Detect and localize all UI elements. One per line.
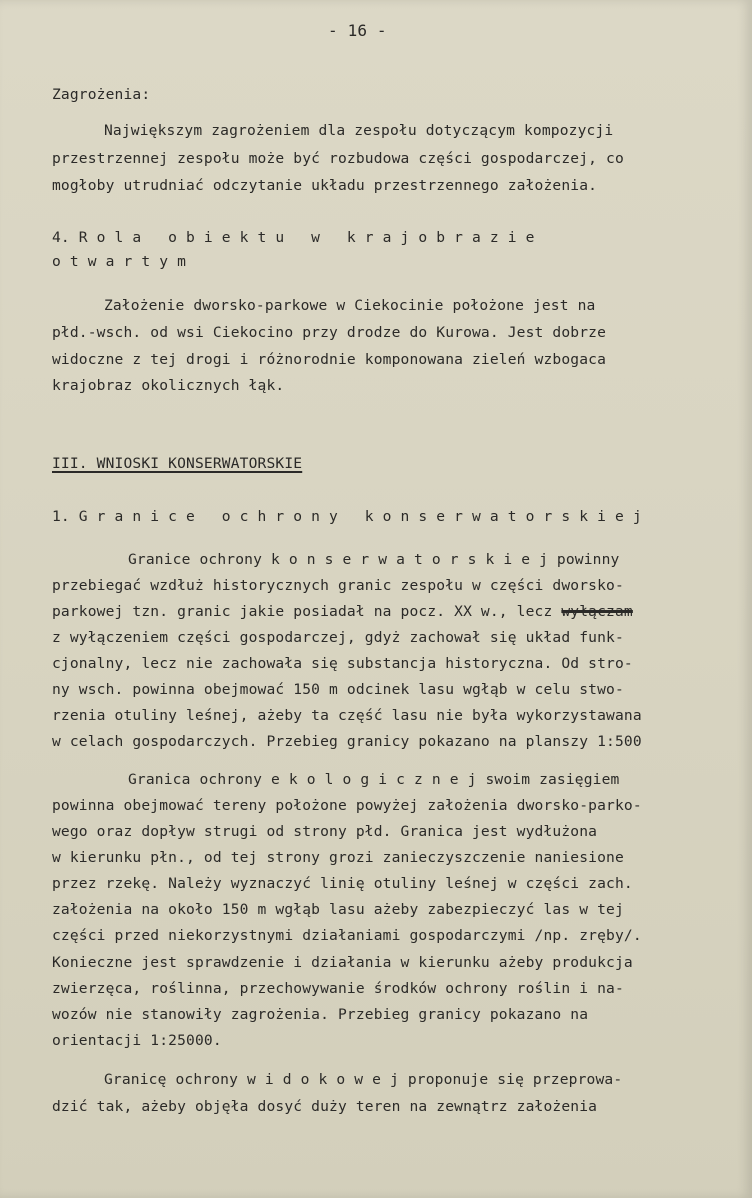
text-line: powinna obejmować tereny położone powyżej założenia dworsko-parko- <box>52 797 642 814</box>
text-line-part: parkowej tzn. granic jakie posiadał na pocz. XX w., lecz <box>52 603 553 620</box>
text-line: w celach gospodarczych. Przebieg granicy pokazano na planszy 1:500 <box>52 733 642 750</box>
section-heading-rola-cont: o t w a r t y m <box>52 253 187 270</box>
text-line <box>52 603 633 621</box>
chapter-heading-wnioski: III. WNIOSKI KONSERWATORSKIE <box>52 455 303 472</box>
text-line: przebiegać wzdłuż historycznych granic zespołu w części dworsko- <box>52 577 624 594</box>
text-line: dzić tak, ażeby objęła dosyć duży teren na zewnątrz założenia <box>52 1098 598 1115</box>
text-line: w kierunku płn., od tej strony grozi zanieczyszczenie naniesione <box>52 849 624 866</box>
text-line: Granice ochrony k o n s e r w a t o r s k i e j powinny <box>128 551 620 568</box>
text-line: orientacji 1:25000. <box>52 1032 222 1049</box>
text-line: wego oraz dopływ strugi od strony płd. Granica jest wydłużona <box>52 823 598 840</box>
text-line: Granica ochrony e k o l o g i c z n e j swoim zasięgiem <box>128 771 620 788</box>
text-line: mogłoby utrudniać odczytanie układu przestrzennego założenia. <box>52 177 598 194</box>
text-line: cjonalny, lecz nie zachowała się substancja historyczna. Od stro- <box>52 655 633 672</box>
struck-word: wyłączam <box>561 603 633 620</box>
text-line: wozów nie stanowiły zagrożenia. Przebieg granicy pokazano na <box>52 1006 589 1023</box>
text-line: ny wsch. powinna obejmować 150 m odcinek lasu wgłąb w celu stwo- <box>52 681 624 698</box>
text-line: przez rzekę. Należy wyznaczyć linię otuliny leśnej w części zach. <box>52 875 633 892</box>
section-heading-rola: 4. R o l a o b i e k t u w k r a j o b r a z i e <box>52 229 535 246</box>
section-label-zagrozenia: Zagrożenia: <box>52 86 151 103</box>
text-line: Założenie dworsko-parkowe w Ciekocinie położone jest na <box>104 297 596 314</box>
text-line: Granicę ochrony w i d o k o w e j proponuje się przeprowa- <box>104 1071 623 1088</box>
text-line: z wyłączeniem części gospodarczej, gdyż zachował się układ funk- <box>52 629 624 646</box>
text-line: płd.-wsch. od wsi Ciekocino przy drodze do Kurowa. Jest dobrze <box>52 324 607 341</box>
text-line: Największym zagrożeniem dla zespołu dotyczącym kompozycji <box>104 122 614 139</box>
text-line: części przed niekorzystnymi działaniami gospodarczymi /np. zręby/. <box>52 927 642 944</box>
text-line: założenia na około 150 m wgłąb lasu ażeby zabezpieczyć las w tej <box>52 901 624 918</box>
text-line: zwierzęca, roślinna, przechowywanie środków ochrony roślin i na- <box>52 980 624 997</box>
page-number: - 16 - <box>328 21 387 40</box>
section-heading-granice: 1. G r a n i c e o c h r o n y k o n s e r w a t o r s k i e j <box>52 508 642 525</box>
text-line: Konieczne jest sprawdzenie i działania w kierunku ażeby produkcja <box>52 954 633 971</box>
text-line: przestrzennej zespołu może być rozbudowa części gospodarczej, co <box>52 150 624 167</box>
text-line: widoczne z tej drogi i różnorodnie komponowana zieleń wzbogaca <box>52 351 607 368</box>
text-line: rzenia otuliny leśnej, ażeby ta część lasu nie była wykorzystawana <box>52 707 642 724</box>
text-line: krajobraz okolicznych łąk. <box>52 377 285 394</box>
